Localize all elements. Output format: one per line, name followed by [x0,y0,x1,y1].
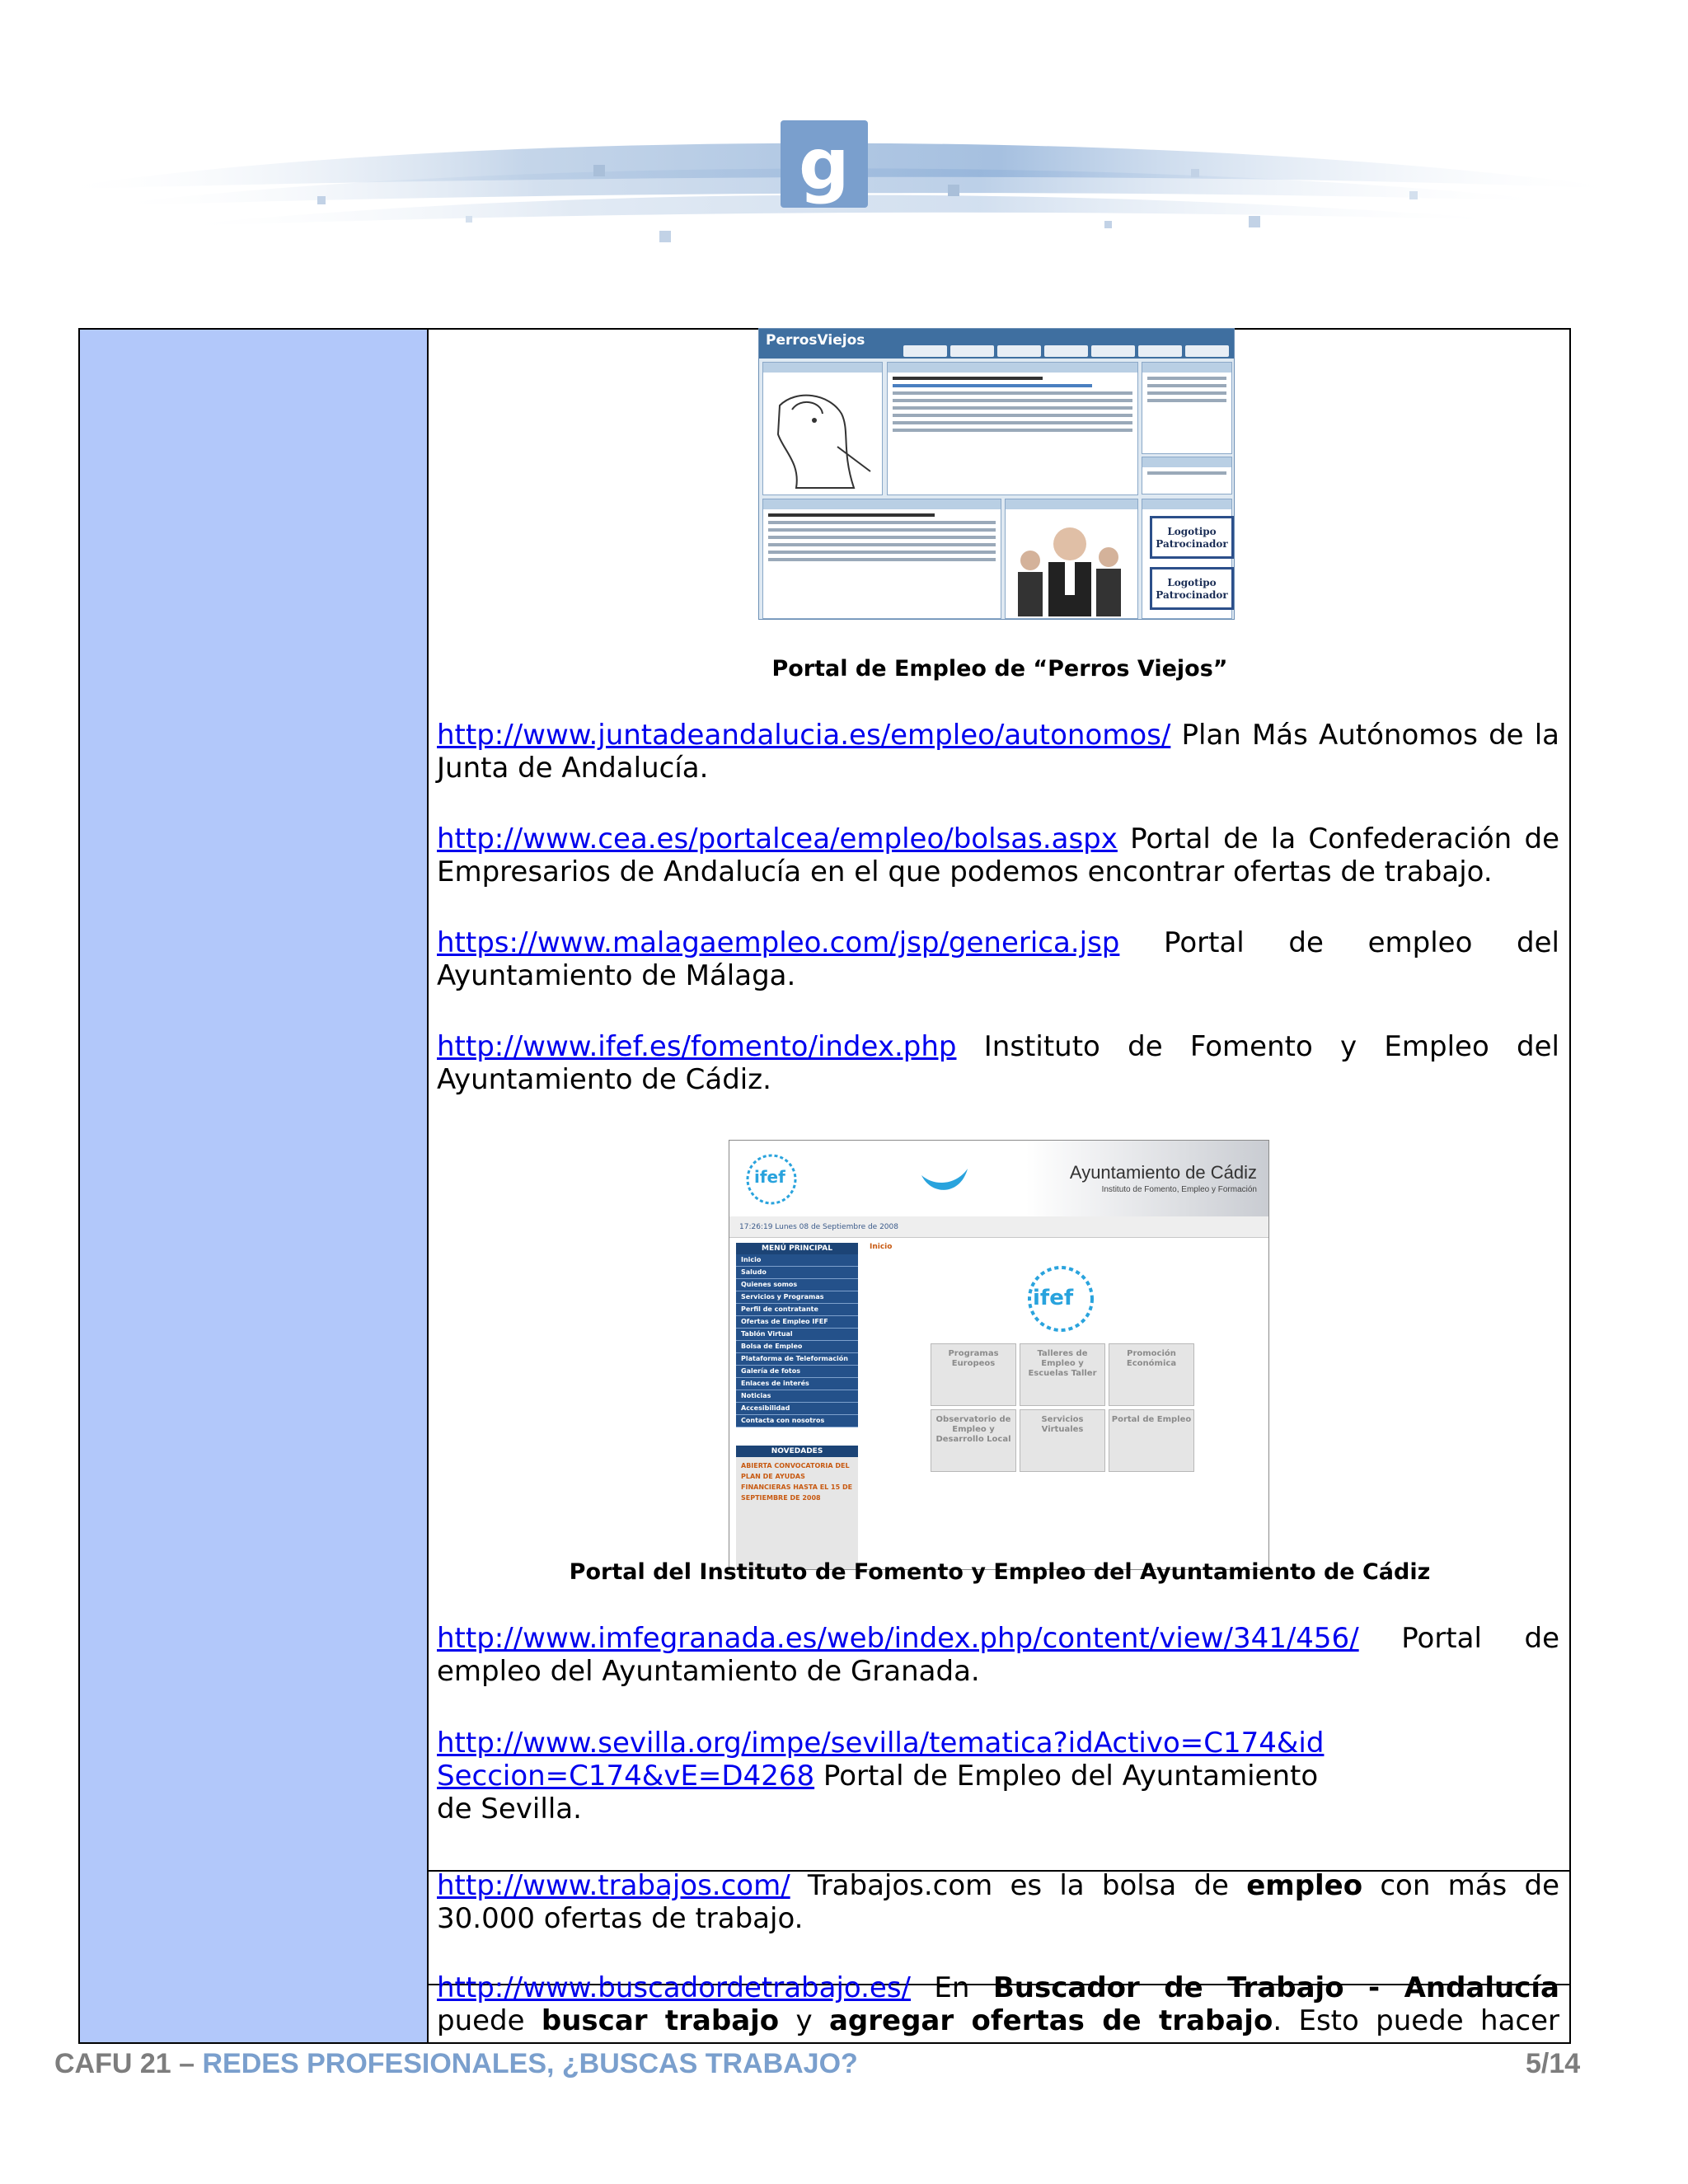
sponsor-logo: Logotipo Patrocinador [1150,516,1234,559]
link-trabajos[interactable]: http://www.trabajos.com/ [437,1869,790,1902]
entry-description: Portal de la Confederación de Empresarios de Andalucía en el que podemos encontrar ofertas de trabajo. [437,823,1559,888]
menu-item[interactable]: Galería de fotos [736,1366,858,1378]
ifef-datetime-bar [729,1216,1268,1238]
photo-panel [1005,499,1138,619]
menu-item[interactable]: Tablón Virtual [736,1329,858,1341]
menu-item[interactable]: Accesibilidad [736,1403,858,1415]
ifef-breadcrumb: Inicio [870,1243,893,1251]
tile-servicios-virtuales[interactable]: Servicios Virtuales [1020,1409,1105,1472]
ifef-title: Ayuntamiento de Cádiz [1069,1162,1257,1183]
tile-portal-empleo[interactable]: Portal de Empleo [1109,1409,1194,1472]
ifef-center-logo-text: ifef [1033,1286,1074,1310]
left-column [80,330,429,2042]
entry-text: . Esto puede hacer [1273,2004,1559,2037]
search-panel [1142,457,1232,494]
entry-bold-text: Buscador de Trabajo - Andalucía [992,1971,1559,2004]
entry-malaga [437,926,1559,992]
entry-text: con más de 30.000 ofertas de trabajo. [437,1869,1559,1935]
ifef-main-menu [736,1243,858,1427]
ifef-subtitle: Instituto de Fomento, Empleo y Formación [1101,1185,1257,1194]
entry-bold-text: empleo [1246,1869,1363,1902]
entry-cea [437,823,1559,888]
ifef-logo-text: ifef [754,1167,785,1187]
entry-ifef [437,1030,1559,1096]
ifef-header [729,1141,1268,1216]
link-ifef[interactable]: http://www.ifef.es/fomento/index.php [437,1030,957,1063]
sponsor-logo: Logotipo Patrocinador [1150,567,1234,610]
entry-sevilla [437,1727,1327,1825]
link-malaga[interactable]: https://www.malagaempleo.com/jsp/generica.jsp [437,926,1120,959]
logo-letter: g [799,124,850,206]
site-header [759,329,1234,359]
perros-viejos-screenshot [758,328,1235,620]
menu-item[interactable]: Saludo [736,1267,858,1279]
entry-description: Portal de Empleo del Ayuntamiento de Sevilla. [437,1760,1319,1825]
entry-buscador [437,1971,1559,2037]
people-photo [1006,509,1134,616]
site-nav [903,345,1229,357]
link-granada[interactable]: http://www.imfegranada.es/web/index.php/content/view/341/456/ [437,1622,1359,1655]
dog-illustration [763,373,879,493]
ifef-datetime: 17:26:19 Lunes 08 de Septiembre de 2008 [739,1223,898,1231]
footer-course-title: REDES PROFESIONALES, ¿BUSCAS TRABAJO? [202,2048,858,2079]
tile-observatorio[interactable]: Observatorio de Empleo y Desarrollo Local [931,1409,1016,1472]
illustration-panel [762,362,883,495]
menu-item[interactable]: Servicios y Programas [736,1291,858,1304]
site-name: PerrosViejos [766,332,865,349]
entry-text: y [779,2004,829,2037]
link-junta-andalucia[interactable]: http://www.juntadeandalucia.es/empleo/autonomos/ [437,719,1171,752]
caption-perros-viejos: Portal de Empleo de “Perros Viejos” [771,656,1228,682]
entry-junta-andalucia [437,719,1559,785]
link-sevilla[interactable]: http://www.sevilla.org/impe/sevilla/tematica?idActivo=C174&idSeccion=C174&vE=D4268 [437,1727,1325,1793]
news-text[interactable]: ABIERTA CONVOCATORIA DEL PLAN DE AYUDAS FINANCIERAS HASTA EL 15 DE SEPTIEMBRE DE 2008 [741,1462,853,1502]
entry-text: puede [437,2004,542,2037]
jobs-panel [762,499,1001,619]
news-header: NOVEDADES [736,1446,858,1457]
tile-talleres-empleo[interactable]: Talleres de Empleo y Escuelas Taller [1020,1343,1105,1406]
menu-item[interactable]: Ofertas de Empleo IFEF [736,1316,858,1329]
entry-text: En [911,1971,993,2004]
entry-description: Plan Más Autónomos de la Junta de Andalucía. [437,719,1559,785]
menu-item[interactable]: Perfil de contratante [736,1304,858,1316]
logo [781,120,868,208]
menu-header: MENÚ PRINCIPAL [736,1243,858,1254]
tile-programas-europeos[interactable]: Programas Europeos [931,1343,1016,1406]
entry-granada [437,1622,1559,1688]
caption-ifef: Portal del Instituto de Fomento y Empleo del Ayuntamiento de Cádiz [569,1559,1431,1585]
ifef-news-box [736,1446,858,1569]
menu-item[interactable]: Noticias [736,1390,858,1403]
entry-description: Portal de empleo del Ayuntamiento de Granada. [437,1622,1559,1688]
footer-title [54,2048,858,2080]
entry-bold-text: buscar trabajo [541,2004,780,2037]
entry-description: Portal de empleo del Ayuntamiento de Málaga. [437,926,1559,992]
news-panel [887,362,1138,495]
sponsor-panel [1142,499,1232,619]
menu-item[interactable]: Bolsa de Empleo [736,1341,858,1353]
link-buscador[interactable]: http://www.buscadordetrabajo.es/ [437,1971,912,2004]
tile-promocion-economica[interactable]: Promoción Económica [1109,1343,1194,1406]
ifef-screenshot [729,1140,1269,1570]
page-number: 5/14 [1526,2048,1581,2079]
login-panel [1142,362,1232,454]
cadiz-logo-icon [915,1151,973,1200]
entry-description: Instituto de Fomento y Empleo del Ayuntamiento de Cádiz. [437,1030,1559,1096]
entry-bold-text: agregar ofertas de trabajo [828,2004,1273,2037]
menu-item[interactable]: Quienes somos [736,1279,858,1291]
footer-prefix: CAFU 21 – [54,2048,203,2079]
menu-item[interactable]: Contacta con nosotros [736,1415,858,1427]
link-cea[interactable]: http://www.cea.es/portalcea/empleo/bolsas.aspx [437,823,1118,855]
entry-trabajos [437,1869,1559,1935]
menu-item[interactable]: Inicio [736,1254,858,1267]
menu-item[interactable]: Enlaces de interés [736,1378,858,1390]
menu-item[interactable]: Plataforma de Teleformación [736,1353,858,1366]
entry-text: Trabajos.com es la bolsa de [790,1869,1247,1902]
